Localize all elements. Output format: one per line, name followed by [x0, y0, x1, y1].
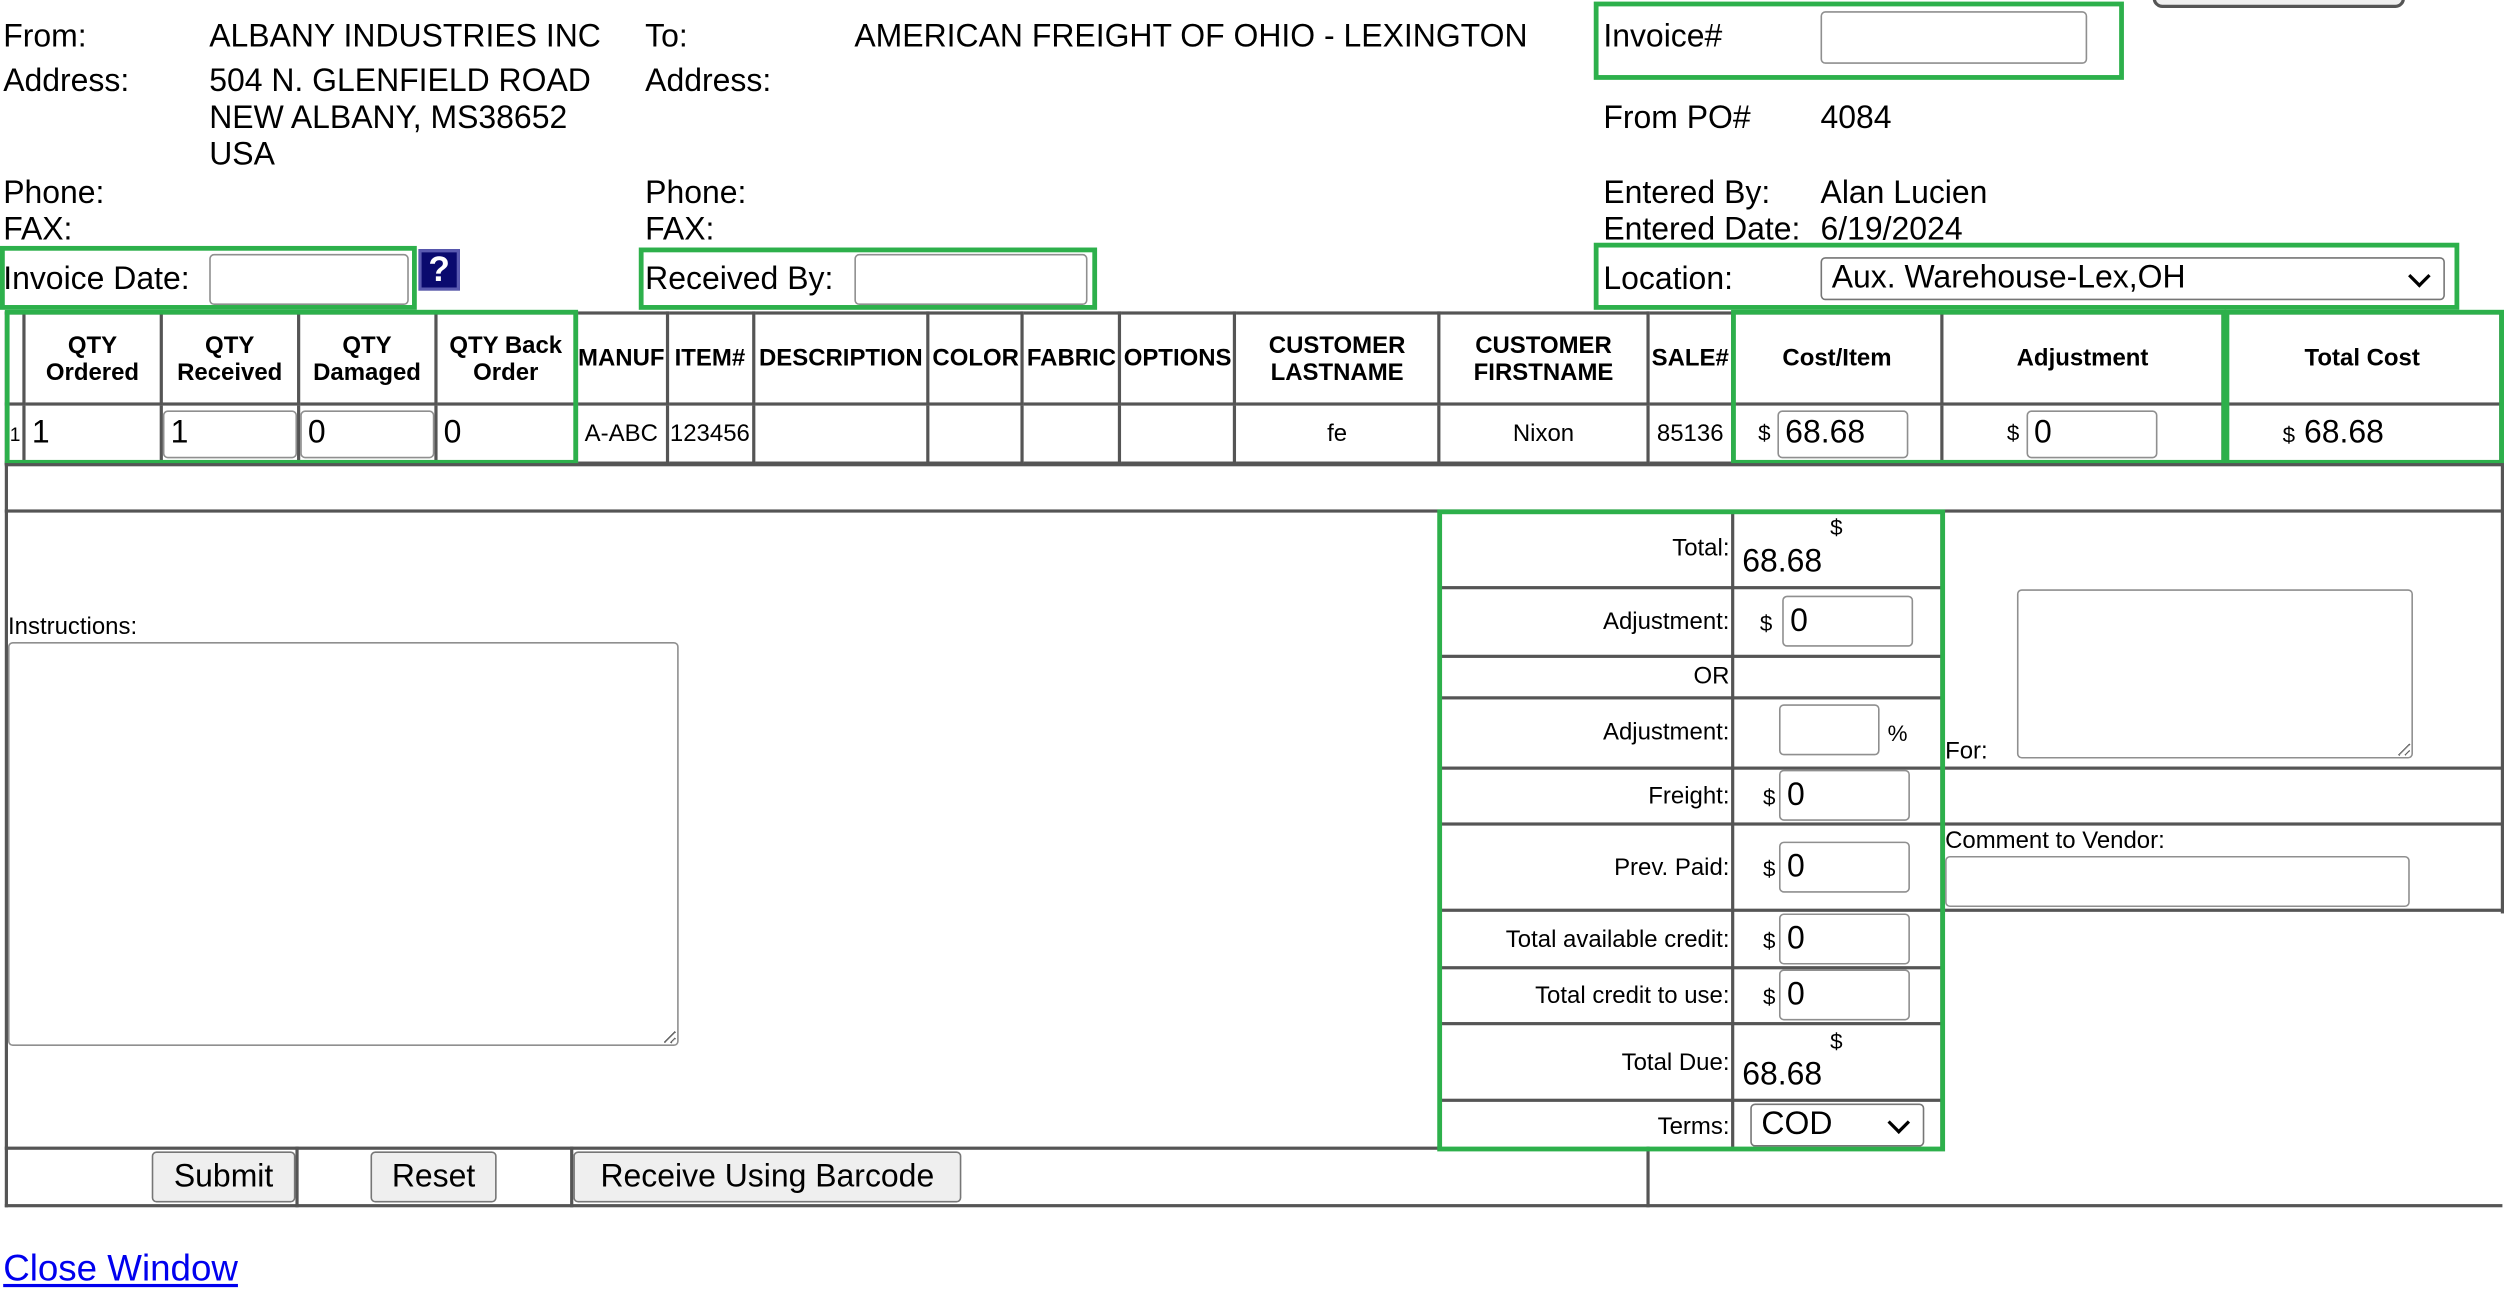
invoice-date-label: Invoice Date:	[3, 261, 190, 298]
submit-button[interactable]: Submit	[152, 1151, 296, 1202]
total-credit-to-use-input[interactable]	[1779, 969, 1910, 1020]
invoice-date-input[interactable]	[209, 254, 409, 305]
from-fax-label: FAX:	[3, 212, 73, 248]
adjustment-currency: $	[1759, 610, 1773, 636]
total-due-label: Total Due:	[1621, 1049, 1730, 1077]
col-qty-back-order: QTY Back Order	[436, 313, 576, 404]
received-by-label: Received By:	[645, 261, 834, 298]
cost-adjustment-group	[1731, 310, 2226, 465]
adjustment-label: Adjustment:	[1602, 608, 1730, 636]
col-manuf: MANUF	[576, 313, 667, 404]
entered-by-label: Entered By:	[1603, 175, 1771, 211]
for-textarea[interactable]	[2017, 589, 2413, 758]
from-address-line-1: 504 N. GLENFIELD ROAD	[209, 63, 591, 100]
to-address-label: Address:	[645, 63, 772, 100]
col-item: ITEM#	[667, 313, 753, 404]
total-due-currency: $	[1830, 1028, 1843, 1054]
help-icon-glyph: ?	[428, 249, 450, 290]
percent-sign: %	[1887, 720, 1908, 746]
col-total-cost: Total Cost	[2224, 313, 2501, 404]
footer-bottom	[5, 1204, 2503, 1207]
from-address-label: Address:	[3, 63, 130, 100]
terms-label: Terms:	[1657, 1113, 1730, 1141]
from-address-line-2: NEW ALBANY, MS38652	[209, 100, 568, 136]
spacer-row-bottom	[5, 509, 2503, 512]
from-po-value: 4084	[1820, 100, 1892, 136]
customer-firstname-value: Nixon	[1439, 404, 1648, 463]
col-color: COLOR	[929, 313, 1023, 404]
item-value: 123456	[667, 404, 753, 463]
options-value	[1120, 404, 1235, 463]
prev-paid-label: Prev. Paid:	[1614, 854, 1730, 882]
to-phone-label: Phone:	[645, 175, 747, 211]
terms-select[interactable]	[1750, 1103, 1924, 1146]
chevron-down-icon	[1887, 1111, 1910, 1134]
col-customer-lastname: CUSTOMER LASTNAME	[1235, 313, 1439, 404]
close-window-link[interactable]: Close Window	[3, 1247, 238, 1289]
entered-by-value: Alan Lucien	[1820, 175, 1988, 211]
prev-paid-input[interactable]	[1779, 842, 1910, 893]
total-available-credit-label: Total available credit:	[1505, 926, 1730, 954]
entered-date-label: Entered Date:	[1603, 212, 1801, 248]
total-available-credit-input[interactable]	[1779, 913, 1910, 964]
available-credit-currency: $	[1763, 927, 1776, 954]
from-name: ALBANY INDUSTRIES INC	[209, 19, 601, 55]
offscreen-button[interactable]	[2153, 0, 2405, 8]
from-po-label: From PO#	[1603, 100, 1751, 136]
comment-to-vendor-label: Comment to Vendor:	[1945, 827, 2165, 855]
footer-divider	[1646, 1147, 1649, 1208]
col-qty-received: QTY Received	[161, 313, 298, 404]
adjustment-percent-input[interactable]	[1779, 704, 1880, 755]
total-due-value: 68.68	[1742, 1057, 1823, 1093]
description-value	[753, 404, 929, 463]
col-qty-damaged: QTY Damaged	[298, 313, 435, 404]
for-label: For:	[1945, 737, 1988, 765]
instructions-label: Instructions:	[7, 613, 138, 641]
sale-value: 85136	[1648, 404, 1733, 463]
adjustment-percent-label: Adjustment:	[1602, 718, 1730, 746]
comment-to-vendor-input[interactable]	[1945, 856, 2410, 907]
summary-adjustment-input[interactable]	[1782, 596, 1913, 647]
col-sale: SALE#	[1648, 313, 1733, 404]
row-index: 1	[6, 404, 24, 463]
terms-select-value: COD	[1761, 1106, 1833, 1142]
instructions-bottom	[5, 1147, 1442, 1150]
qty-ordered-value: 1	[24, 404, 161, 463]
receive-using-barcode-button[interactable]: Receive Using Barcode	[573, 1151, 961, 1202]
fabric-value	[1023, 404, 1120, 463]
instructions-textarea[interactable]	[8, 642, 679, 1046]
freight-input[interactable]	[1779, 770, 1910, 821]
total-value: 68.68	[1742, 544, 1823, 580]
qty-back-order-value: 0	[436, 404, 576, 463]
col-cost-item: Cost/Item	[1733, 313, 1942, 404]
location-select-value: Aux. Warehouse-Lex,OH	[1831, 260, 2186, 296]
help-icon[interactable]	[418, 249, 460, 291]
credit-to-use-currency: $	[1763, 983, 1776, 1010]
location-select[interactable]	[1821, 257, 2445, 300]
col-fabric: FABRIC	[1023, 313, 1120, 404]
invoice-number-input[interactable]	[1821, 11, 2088, 64]
entered-date-value: 6/19/2024	[1820, 212, 1963, 248]
total-credit-to-use-label: Total credit to use:	[1535, 982, 1730, 1010]
reset-button[interactable]: Reset	[370, 1151, 496, 1202]
col-description: DESCRIPTION	[753, 313, 929, 404]
or-label: OR	[1693, 662, 1730, 690]
location-label: Location:	[1603, 261, 1733, 298]
from-label: From:	[3, 19, 87, 55]
from-phone-label: Phone:	[3, 175, 105, 211]
chevron-down-icon	[2408, 264, 2431, 287]
to-name: AMERICAN FREIGHT OF OHIO - LEXINGTON	[854, 19, 1528, 55]
freight-label: Freight:	[1648, 782, 1730, 810]
manuf-value: A-ABC	[576, 404, 667, 463]
qty-columns-group	[5, 310, 578, 465]
col-qty-ordered: QTY Ordered	[24, 313, 161, 404]
to-fax-label: FAX:	[645, 212, 715, 248]
col-adjustment: Adjustment	[1941, 313, 2223, 404]
button-divider-1	[295, 1147, 298, 1208]
total-currency: $	[1830, 514, 1843, 540]
color-value	[929, 404, 1023, 463]
from-address-line-3: USA	[209, 137, 275, 173]
col-customer-firstname: CUSTOMER FIRSTNAME	[1439, 313, 1648, 404]
to-label: To:	[645, 19, 688, 55]
total-cost-value: 68.68	[2304, 415, 2384, 451]
adjustment-currency: $	[2006, 419, 2020, 445]
customer-lastname-value: fe	[1235, 404, 1439, 463]
received-by-input[interactable]	[854, 254, 1087, 305]
total-label: Total:	[1672, 534, 1730, 563]
freight-currency: $	[1763, 784, 1776, 810]
total-cost-currency: $	[2282, 421, 2296, 448]
prev-paid-currency: $	[1763, 855, 1776, 882]
cost-item-currency: $	[1758, 419, 1771, 445]
total-cost-group	[2225, 310, 2504, 465]
invoice-number-label: Invoice#	[1603, 19, 1723, 55]
col-options: OPTIONS	[1120, 313, 1235, 404]
row-divider	[5, 463, 2503, 466]
